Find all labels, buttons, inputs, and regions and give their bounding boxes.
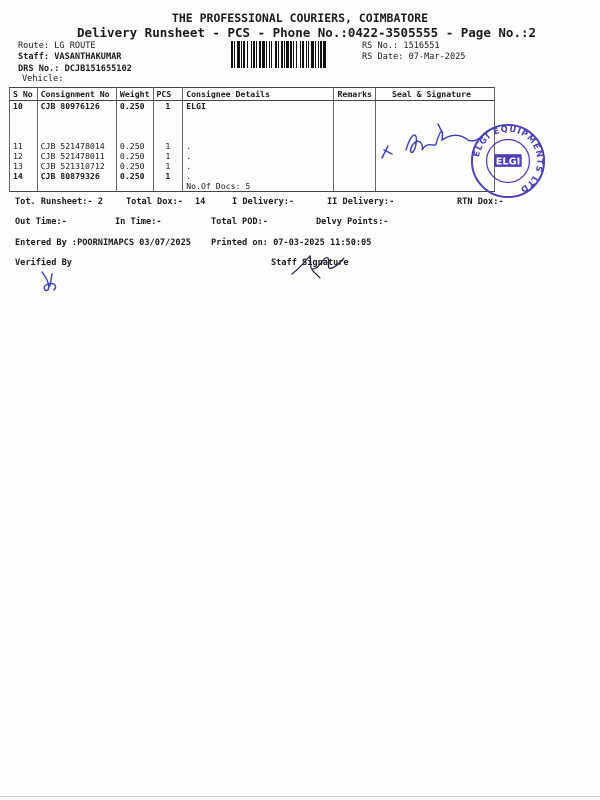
row-pcs: 1 [153,161,183,171]
verifier-signature [38,268,68,294]
row-pcs: 1 [153,141,183,151]
row-remarks [334,101,376,112]
rtn-dox: RTN Dox:- [457,197,504,207]
i-delivery: I Delivery:- [232,197,295,207]
row-consignment: CJB 80879326 [37,171,116,181]
col-header-pcs: PCS [153,88,183,101]
col-header-sno: S No [10,88,38,101]
staff-signature: Staff Signature [271,258,349,268]
row-consignee: ELGI [183,101,334,112]
col-header-consignee: Consignee Details [183,88,334,101]
verified-by: Verified By [15,258,72,268]
staff-label: Staff: VASANTHAKUMAR [18,52,122,62]
barcode [231,41,355,68]
vehicle-label: Vehicle: [22,74,64,84]
row-consignment: CJB 521478014 [37,141,116,151]
total-dox-value: 14 [195,197,206,207]
row-sno: 13 [10,161,38,171]
page-edge [0,796,600,797]
route-label: Route: LG ROUTE [18,41,96,51]
row-weight: 0.250 [116,101,153,112]
col-header-weight: Weight [116,88,153,101]
total-pod: Total POD:- [211,217,268,227]
row-sno: 12 [10,151,38,161]
runsheet-title: Delivery Runsheet - PCS - Phone No.:0422-3505555 - Page No.:2 [76,25,537,40]
total-dox-label: Total Dox:- [126,197,183,207]
tot-runsheet: Tot. Runsheet:- 2 [15,197,103,207]
row-sno: 14 [10,171,38,181]
printed-on: Printed on: 07-03-2025 11:50:05 [211,238,372,248]
staff-handwritten-signature [288,250,348,280]
row-consignee: . [183,161,334,171]
drs-number: DRS No.: DCJB151655102 [18,64,132,74]
rs-number: RS No.: 1516551 [362,41,440,51]
row-consignment: CJB 521310712 [37,161,116,171]
row-weight: 0.250 [116,171,153,181]
receiver-signature [378,110,498,170]
row-sno: 11 [10,141,38,151]
table-header-row [10,88,495,101]
in-time: In Time:- [115,217,162,227]
row-consignee: . [183,171,334,181]
delvy-points: Delvy Points:- [316,217,389,227]
svg-text:ELGI: ELGI [495,156,521,168]
col-header-consignment: Consignment No [37,88,116,101]
row-sno: 10 [10,101,38,112]
ii-delivery: II Delivery:- [327,197,395,207]
col-header-seal: Seal & Signature [376,88,495,101]
company-title: THE PROFESSIONAL COURIERS, COIMBATORE [171,11,429,25]
row-pcs: 1 [153,101,183,112]
table-footer-row [10,181,495,192]
row-consignment: CJB 80976126 [37,101,116,112]
col-header-remarks: Remarks [334,88,376,101]
row-pcs: 1 [153,171,183,181]
svg-text:ELGI EQUIPMENTS LTD: ELGI EQUIPMENTS LTD [471,123,546,196]
row-weight: 0.250 [116,141,153,151]
row-weight: 0.250 [116,151,153,161]
rs-date: RS Date: 07-Mar-2025 [362,52,466,62]
table-row [10,171,495,181]
row-consignee: . [183,151,334,161]
row-pcs: 1 [153,151,183,161]
out-time: Out Time:- [15,217,67,227]
no-of-docs: No.Of Docs: 5 [183,181,334,192]
row-weight: 0.250 [116,161,153,171]
entered-by: Entered By :POORNIMAPCS 03/07/2025 [15,238,191,248]
row-consignment: CJB 521478011 [37,151,116,161]
row-consignee: . [183,141,334,151]
